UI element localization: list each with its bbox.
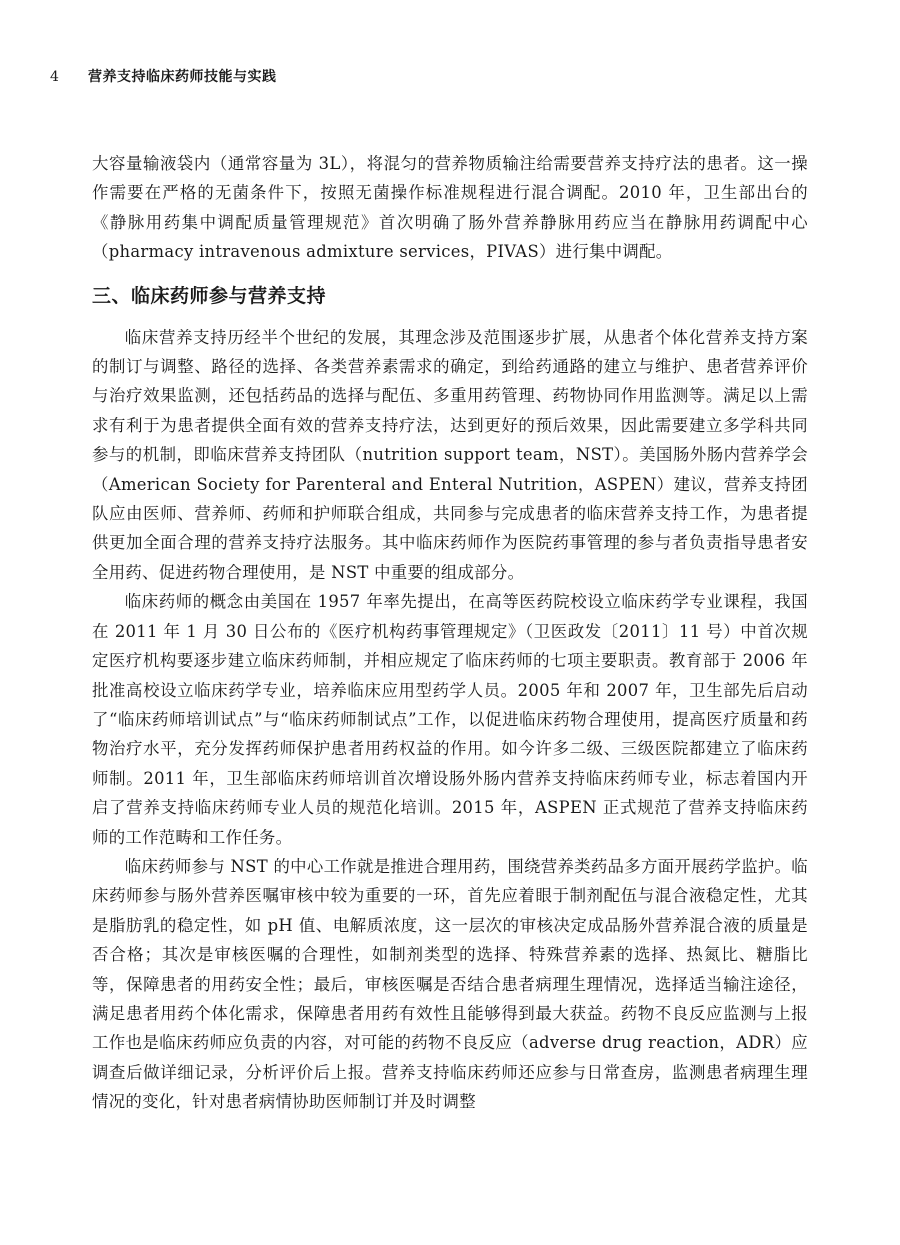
paragraph-nst: 临床营养支持历经半个世纪的发展，其理念涉及范围逐步扩展，从患者个体化营养支持方案的制订与调整、路径的选择、各类营养素需求的确定，到给药通路的建立与维护、患者营养评价与治疗效果监测，还包括药品的选择与配伍、多重用药管理、药物协同作用监测等。满足以上需求有利于为患者提供全面有效的营养支持疗法，达到更好的预后效果，因此需要建立多学科共同参与的机制，即临床营养支持团队（nutrition support team，NST）。美国肠外肠内营养学会（American Society for Parenteral and Enteral Nutrition，ASPEN）建议，营养支持团队应由医师、营养师、药师和护师联合组成，共同参与完成患者的临床营养支持工作，为患者提供更加全面合理的营养支持疗法服务。其中临床药师作为医院药事管理的参与者负责指导患者安全用药、促进药物合理使用，是 NST 中重要的组成部分。 (92, 327, 808, 582)
intro-paragraph: 大容量输液袋内（通常容量为 3L），将混匀的营养物质输注给需要营养支持疗法的患者。这一操作需要在严格的无菌条件下，按照无菌操作标准规程进行混合调配。2010 年，卫生部出台的《静脉用药集中调配质量管理规范》首次明确了肠外营养静脉用药应当在静脉用药调配中心（pharmacy intravenous admixture services，PIVAS）进行集中调配。 (92, 154, 808, 262)
paragraph-clinical-pharmacist-history: 临床药师的概念由美国在 1957 年率先提出，在高等医药院校设立临床药学专业课程，我国在 2011 年 1 月 30 日公布的《医疗机构药事管理规定》（卫医政发〔2011〕11 号）中首次规定医疗机构要逐步建立临床药师制，并相应规定了临床药师的七项主要职责。教育部于 2006 年批准高校设立临床药学专业，培养临床应用型药学人员。2005 年和 2007 年，卫生部先后启动了“临床药师培训试点”与“临床药师制试点”工作，以促进临床药物合理使用，提高医疗质量和药物治疗水平，充分发挥药师保护患者用药权益的作用。如今许多二级、三级医院都建立了临床药师制。2011 年，卫生部临床药师培训首次增设肠外肠内营养支持临床药师专业，标志着国内开启了营养支持临床药师专业人员的规范化培训。2015 年，ASPEN 正式规范了营养支持临床药师的工作范畴和工作任务。 (92, 592, 808, 847)
page-number: 4 (50, 69, 59, 85)
page-content (92, 149, 808, 1117)
paragraph-pharmacist-duties: 临床药师参与 NST 的中心工作就是推进合理用药，围绕营养类药品多方面开展药学监护。临床药师参与肠外营养医嘱审核中较为重要的一环，首先应着眼于制剂配伍与混合液稳定性，尤其是脂肪乳的稳定性，如 pH 值、电解质浓度，这一层次的审核决定成品肠外营养混合液的质量是否合格；其次是审核医嘱的合理性，如制剂类型的选择、特殊营养素的选择、热氮比、糖脂比等，保障患者的用药安全性；最后，审核医嘱是否结合患者病理生理情况，选择适当输注途径，满足患者用药个体化需求，保障患者用药有效性且能够得到最大获益。药物不良反应监测与上报工作也是临床药师应负责的内容，对可能的药物不良反应（adverse drug reaction，ADR）应调查后做详细记录，分析评价后上报。营养支持临床药师还应参与日常查房，监测患者病理生理情况的变化，针对患者病情协助医师制订并及时调整 (92, 856, 808, 1112)
section-heading: 三、临床药师参与营养支持 (92, 284, 327, 307)
running-title: 营养支持临床药师技能与实践 (88, 69, 277, 85)
page-header (50, 66, 810, 86)
